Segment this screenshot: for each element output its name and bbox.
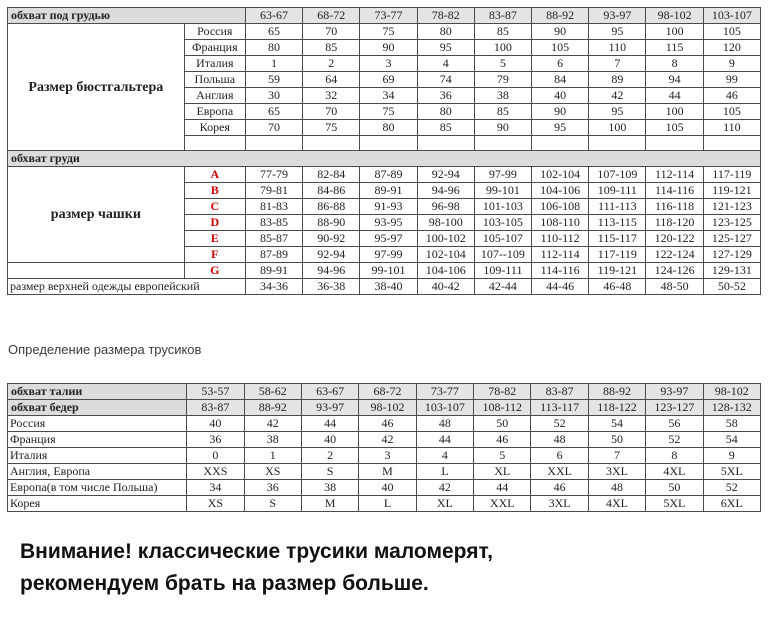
region-name: Италия: [8, 448, 187, 464]
cup-letter: F: [184, 247, 245, 263]
size-value: 89: [589, 72, 646, 88]
region-name: Россия: [8, 416, 187, 432]
hips-range: 88-92: [244, 400, 301, 416]
panties-size: 40: [187, 416, 244, 432]
band-size-header: 78-82: [417, 8, 474, 24]
size-value: 110: [589, 40, 646, 56]
cup-row: [8, 167, 761, 183]
panties-size: 54: [703, 432, 760, 448]
band-size-header: 98-102: [646, 8, 703, 24]
panties-size: 5XL: [646, 496, 703, 512]
size-value: 8: [646, 56, 703, 72]
bust-range: 97-99: [360, 247, 417, 263]
country-name: Корея: [184, 120, 245, 136]
outerwear-size: 38-40: [360, 279, 417, 295]
size-value: 99: [703, 72, 760, 88]
size-value: 64: [303, 72, 360, 88]
size-value: 2: [303, 56, 360, 72]
bust-range: 110-112: [532, 231, 589, 247]
bust-range: 98-100: [417, 215, 474, 231]
cup-row: [8, 263, 761, 279]
waist-range: 63-67: [301, 384, 358, 400]
panties-size: XXL: [531, 464, 588, 480]
region-name: Англия, Европа: [8, 464, 187, 480]
bust-range: 101-103: [474, 199, 531, 215]
size-value: 94: [646, 72, 703, 88]
country-name: Англия: [184, 88, 245, 104]
size-value: 90: [532, 24, 589, 40]
size-value: 100: [646, 104, 703, 120]
bust-range: 102-104: [417, 247, 474, 263]
bust-range: 115-117: [589, 231, 646, 247]
size-value: 85: [474, 24, 531, 40]
size-value: 75: [303, 120, 360, 136]
spacer-cell: [303, 136, 360, 151]
panties-size: 4XL: [646, 464, 703, 480]
bust-range: 121-123: [703, 199, 760, 215]
size-value: 100: [589, 120, 646, 136]
bust-range: 87-89: [360, 167, 417, 183]
band-label: обхват под грудью: [8, 8, 246, 24]
panties-size: 56: [646, 416, 703, 432]
bust-range: 92-94: [303, 247, 360, 263]
hips-range: 123-127: [646, 400, 703, 416]
cup-letter: E: [184, 231, 245, 247]
bust-range: 89-91: [245, 263, 302, 279]
panties-size: 36: [187, 432, 244, 448]
bust-range: 112-114: [532, 247, 589, 263]
spacer-cell: [703, 136, 760, 151]
region-name: Европа(в том числе Польша): [8, 480, 187, 496]
panties-size: 38: [244, 432, 301, 448]
bust-range: 108-110: [532, 215, 589, 231]
panties-size: 48: [531, 432, 588, 448]
panties-size: XXS: [187, 464, 244, 480]
size-value: 34: [360, 88, 417, 104]
bust-range: 79-81: [245, 183, 302, 199]
size-value: 79: [474, 72, 531, 88]
bust-range: 114-116: [646, 183, 703, 199]
size-value: 110: [703, 120, 760, 136]
spacer-cell: [474, 136, 531, 151]
bust-range: 107--109: [474, 247, 531, 263]
bust-range: 107-109: [589, 167, 646, 183]
hips-range: 83-87: [187, 400, 244, 416]
bust-range: 77-79: [245, 167, 302, 183]
band-size-header: 83-87: [474, 8, 531, 24]
band-size-header: 103-107: [703, 8, 760, 24]
waist-range: 83-87: [531, 384, 588, 400]
panties-size: 9: [703, 448, 760, 464]
panties-size: 7: [588, 448, 645, 464]
band-header-row: [8, 8, 761, 24]
size-value: 40: [532, 88, 589, 104]
band-size-header: 88-92: [532, 8, 589, 24]
bust-range: 122-124: [646, 247, 703, 263]
size-value: 95: [532, 120, 589, 136]
panties-size-row: [8, 416, 761, 432]
size-value: 70: [303, 24, 360, 40]
bust-range: 81-83: [245, 199, 302, 215]
outerwear-size: 40-42: [417, 279, 474, 295]
waist-range: 98-102: [703, 384, 760, 400]
bust-range: 97-99: [474, 167, 531, 183]
bust-range: 104-106: [532, 183, 589, 199]
bra-size-title: Размер бюстгальтера: [8, 24, 185, 151]
bust-range: 82-84: [303, 167, 360, 183]
panties-size: 48: [416, 416, 473, 432]
size-value: 65: [245, 104, 302, 120]
bust-range: 119-121: [703, 183, 760, 199]
panties-size: 52: [531, 416, 588, 432]
spacer-cell: [184, 136, 245, 151]
size-value: 74: [417, 72, 474, 88]
warning-line-2: рекомендуем брать на размер больше.: [20, 572, 429, 595]
sizing-warning: [20, 536, 760, 600]
size-value: 7: [589, 56, 646, 72]
panties-size: 50: [646, 480, 703, 496]
size-value: 90: [532, 104, 589, 120]
panties-size-row: [8, 496, 761, 512]
bust-header-row: [8, 151, 761, 167]
bust-range: 103-105: [474, 215, 531, 231]
hips-range: 98-102: [359, 400, 416, 416]
size-value: 115: [646, 40, 703, 56]
size-value: 75: [360, 104, 417, 120]
bust-range: 123-125: [703, 215, 760, 231]
size-value: 30: [245, 88, 302, 104]
waist-label: обхват талии: [8, 384, 187, 400]
panties-size: 46: [531, 480, 588, 496]
bust-range: 125-127: [703, 231, 760, 247]
cup-letter: G: [184, 263, 245, 279]
bust-range: 114-116: [532, 263, 589, 279]
region-name: Корея: [8, 496, 187, 512]
band-size-header: 93-97: [589, 8, 646, 24]
bust-range: 94-96: [303, 263, 360, 279]
bust-range: 87-89: [245, 247, 302, 263]
country-row: [8, 24, 761, 40]
bust-range: 129-131: [703, 263, 760, 279]
size-value: 105: [646, 120, 703, 136]
size-value: 85: [474, 104, 531, 120]
panties-size: 34: [187, 480, 244, 496]
waist-range: 88-92: [588, 384, 645, 400]
waist-range: 73-77: [416, 384, 473, 400]
bust-range: 83-85: [245, 215, 302, 231]
size-value: 59: [245, 72, 302, 88]
panties-size: 40: [359, 480, 416, 496]
panties-size: 2: [301, 448, 358, 464]
size-value: 80: [360, 120, 417, 136]
panties-size: 44: [416, 432, 473, 448]
size-value: 3: [360, 56, 417, 72]
panties-size: 52: [646, 432, 703, 448]
bust-range: 91-93: [360, 199, 417, 215]
panties-size-row: [8, 480, 761, 496]
panties-size: 52: [703, 480, 760, 496]
panties-size: L: [416, 464, 473, 480]
size-value: 90: [360, 40, 417, 56]
size-value: 95: [417, 40, 474, 56]
bust-range: 92-94: [417, 167, 474, 183]
outerwear-size: 44-46: [532, 279, 589, 295]
cup-letter: A: [184, 167, 245, 183]
panties-size: 50: [588, 432, 645, 448]
hips-range: 128-132: [703, 400, 760, 416]
band-size-header: 68-72: [303, 8, 360, 24]
size-value: 85: [417, 120, 474, 136]
panties-size: 38: [301, 480, 358, 496]
panties-size: XL: [474, 464, 531, 480]
bust-range: 113-115: [589, 215, 646, 231]
hips-range: 118-122: [588, 400, 645, 416]
bust-range: 88-90: [303, 215, 360, 231]
region-name: Франция: [8, 432, 187, 448]
waist-row: [8, 384, 761, 400]
waist-range: 58-62: [244, 384, 301, 400]
panties-size: 40: [301, 432, 358, 448]
bust-range: 89-91: [360, 183, 417, 199]
bust-range: 124-126: [646, 263, 703, 279]
bust-range: 104-106: [417, 263, 474, 279]
country-name: Италия: [184, 56, 245, 72]
size-value: 80: [417, 104, 474, 120]
size-value: 100: [646, 24, 703, 40]
country-name: Франция: [184, 40, 245, 56]
panties-size: M: [359, 464, 416, 480]
panties-size: 4: [416, 448, 473, 464]
bust-range: 119-121: [589, 263, 646, 279]
size-value: 105: [532, 40, 589, 56]
spacer-cell: [417, 136, 474, 151]
panties-size: XS: [244, 464, 301, 480]
bust-range: 90-92: [303, 231, 360, 247]
panties-size: 3XL: [588, 464, 645, 480]
panties-size-row: [8, 432, 761, 448]
size-value: 84: [532, 72, 589, 88]
bust-range: 109-111: [474, 263, 531, 279]
panties-size: S: [244, 496, 301, 512]
size-value: 75: [360, 24, 417, 40]
outerwear-size: 48-50: [646, 279, 703, 295]
size-value: 80: [417, 24, 474, 40]
bust-label: обхват груди: [8, 151, 761, 167]
size-value: 32: [303, 88, 360, 104]
cup-size-title: размер чашки: [8, 167, 185, 263]
size-value: 46: [703, 88, 760, 104]
panties-size: 58: [703, 416, 760, 432]
panties-size: 8: [646, 448, 703, 464]
outerwear-size: 34-36: [245, 279, 302, 295]
size-value: 120: [703, 40, 760, 56]
panties-size: 48: [588, 480, 645, 496]
panties-size: 5XL: [703, 464, 760, 480]
bust-range: 112-114: [646, 167, 703, 183]
panties-size-table: [7, 383, 761, 512]
waist-range: 93-97: [646, 384, 703, 400]
empty-cell: [8, 263, 185, 279]
bust-range: 118-120: [646, 215, 703, 231]
panties-size: S: [301, 464, 358, 480]
bust-range: 105-107: [474, 231, 531, 247]
bust-range: 99-101: [360, 263, 417, 279]
size-value: 70: [245, 120, 302, 136]
panties-size: XS: [187, 496, 244, 512]
size-value: 38: [474, 88, 531, 104]
bust-range: 94-96: [417, 183, 474, 199]
panties-size: 3XL: [531, 496, 588, 512]
panties-size: 44: [474, 480, 531, 496]
panties-size-row: [8, 464, 761, 480]
size-value: 36: [417, 88, 474, 104]
size-value: 90: [474, 120, 531, 136]
waist-range: 68-72: [359, 384, 416, 400]
country-name: Польша: [184, 72, 245, 88]
hips-row: [8, 400, 761, 416]
panties-size: M: [301, 496, 358, 512]
panties-caption: Определение размера трусиков: [8, 342, 202, 357]
size-value: 9: [703, 56, 760, 72]
hips-range: 113-117: [531, 400, 588, 416]
cup-letter: C: [184, 199, 245, 215]
panties-size: 46: [359, 416, 416, 432]
outerwear-size: 42-44: [474, 279, 531, 295]
bust-range: 102-104: [532, 167, 589, 183]
bust-range: 84-86: [303, 183, 360, 199]
outerwear-label: размер верхней одежды европейский: [8, 279, 246, 295]
outerwear-size: 46-48: [589, 279, 646, 295]
waist-range: 78-82: [474, 384, 531, 400]
panties-size-row: [8, 448, 761, 464]
bust-range: 109-111: [589, 183, 646, 199]
bust-range: 106-108: [532, 199, 589, 215]
panties-size: 5: [474, 448, 531, 464]
size-value: 105: [703, 24, 760, 40]
panties-size: 50: [474, 416, 531, 432]
cup-letter: B: [184, 183, 245, 199]
spacer-cell: [245, 136, 302, 151]
bust-range: 111-113: [589, 199, 646, 215]
bust-range: 85-87: [245, 231, 302, 247]
band-size-header: 63-67: [245, 8, 302, 24]
size-value: 70: [303, 104, 360, 120]
size-value: 65: [245, 24, 302, 40]
bra-size-table: [7, 7, 761, 295]
bust-range: 120-122: [646, 231, 703, 247]
panties-size: 4XL: [588, 496, 645, 512]
size-value: 42: [589, 88, 646, 104]
bust-range: 99-101: [474, 183, 531, 199]
size-value: 44: [646, 88, 703, 104]
panties-size: 6XL: [703, 496, 760, 512]
size-value: 95: [589, 24, 646, 40]
spacer-cell: [589, 136, 646, 151]
hips-range: 93-97: [301, 400, 358, 416]
bust-range: 93-95: [360, 215, 417, 231]
bust-range: 100-102: [417, 231, 474, 247]
size-value: 100: [474, 40, 531, 56]
panties-size: 42: [416, 480, 473, 496]
panties-size: L: [359, 496, 416, 512]
waist-range: 53-57: [187, 384, 244, 400]
panties-size: 44: [301, 416, 358, 432]
panties-size: 6: [531, 448, 588, 464]
warning-line-1: Внимание! классические трусики маломерят,: [20, 540, 494, 563]
panties-size: XL: [416, 496, 473, 512]
bust-range: 96-98: [417, 199, 474, 215]
bust-range: 95-97: [360, 231, 417, 247]
outerwear-size: 50-52: [703, 279, 760, 295]
bust-range: 127-129: [703, 247, 760, 263]
panties-size: 42: [244, 416, 301, 432]
size-value: 5: [474, 56, 531, 72]
spacer-cell: [532, 136, 589, 151]
country-name: Россия: [184, 24, 245, 40]
bust-range: 116-118: [646, 199, 703, 215]
panties-size: 42: [359, 432, 416, 448]
panties-size: 1: [244, 448, 301, 464]
bust-range: 117-119: [703, 167, 760, 183]
cup-letter: D: [184, 215, 245, 231]
band-size-header: 73-77: [360, 8, 417, 24]
size-value: 69: [360, 72, 417, 88]
hips-label: обхват бедер: [8, 400, 187, 416]
size-value: 1: [245, 56, 302, 72]
bust-range: 86-88: [303, 199, 360, 215]
size-value: 85: [303, 40, 360, 56]
spacer-cell: [360, 136, 417, 151]
size-value: 105: [703, 104, 760, 120]
spacer-cell: [646, 136, 703, 151]
bust-range: 117-119: [589, 247, 646, 263]
size-value: 95: [589, 104, 646, 120]
panties-size: 54: [588, 416, 645, 432]
panties-size: 3: [359, 448, 416, 464]
hips-range: 108-112: [474, 400, 531, 416]
hips-range: 103-107: [416, 400, 473, 416]
panties-size: 36: [244, 480, 301, 496]
outerwear-size: 36-38: [303, 279, 360, 295]
size-value: 6: [532, 56, 589, 72]
panties-size: XXL: [474, 496, 531, 512]
panties-size: 46: [474, 432, 531, 448]
size-value: 4: [417, 56, 474, 72]
panties-size: 0: [187, 448, 244, 464]
size-value: 80: [245, 40, 302, 56]
outerwear-row: [8, 279, 761, 295]
country-name: Европа: [184, 104, 245, 120]
